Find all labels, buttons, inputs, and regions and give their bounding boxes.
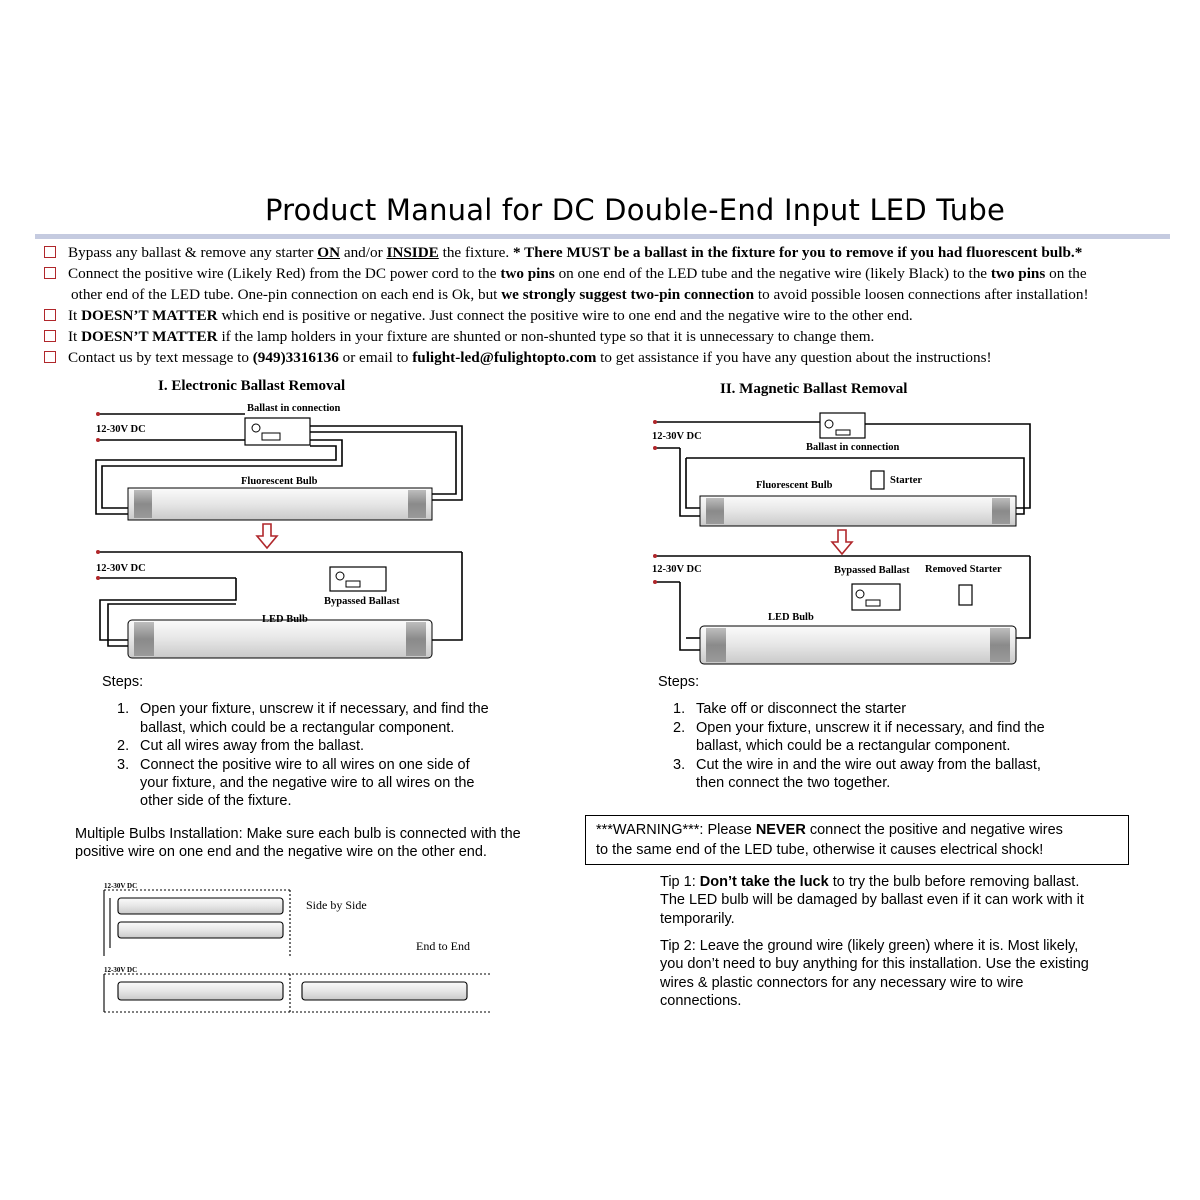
tip-1: Tip 1: Don’t take the luck to try the bulb before removing ballast. The LED bulb will be damaged by ballast even if it can work with it temporarily. bbox=[660, 874, 1084, 927]
step-item: 2. Open your fixture, unscrew it if necessary, and find the ballast, which could be a rectangular component. bbox=[673, 719, 1045, 755]
magnetic-before-diagram bbox=[655, 413, 1030, 554]
bullet-item-2-cont: other end of the LED tube. One-pin connection on each end is Ok, but we strongly suggest two-pin connection to avoid possible loosen connections after installation! bbox=[71, 286, 1089, 303]
step-item: 1. Take off or disconnect the starter bbox=[673, 701, 907, 718]
bulb-label: Fluorescent Bulb bbox=[756, 480, 833, 491]
bulb-label: Fluorescent Bulb bbox=[241, 476, 318, 487]
step-item: 3. Cut the wire in and the wire out away from the ballast, then connect the two together. bbox=[673, 756, 1041, 792]
removed-starter-label: Removed Starter bbox=[925, 564, 1002, 575]
end-to-end-label: End to End bbox=[416, 939, 470, 953]
steps-title: Steps: bbox=[658, 674, 700, 690]
dc-label: 12-30V DC bbox=[652, 431, 702, 442]
multiple-bulbs-note: Multiple Bulbs Installation: Make sure each bulb is connected with the positive wire on one end and the negative wire on the other end. bbox=[75, 826, 521, 861]
dc-label: 12-30V DC bbox=[96, 563, 146, 574]
dc-label: 12-30V DC bbox=[96, 424, 146, 435]
ballast-label: Ballast in connection bbox=[247, 403, 341, 414]
section-heading-electronic: I. Electronic Ballast Removal bbox=[158, 378, 346, 394]
ballast-label: Ballast in connection bbox=[806, 442, 900, 453]
electronic-steps bbox=[102, 673, 562, 811]
steps-title: Steps: bbox=[102, 674, 144, 690]
magnetic-steps bbox=[658, 673, 1118, 792]
step-item: 1. Open your fixture, unscrew it if necessary, and find the ballast, which could be a rectangular component. bbox=[117, 701, 489, 736]
dc-label: 12-30V DC bbox=[104, 966, 138, 974]
side-by-side-label: Side by Side bbox=[306, 898, 367, 912]
starter-label: Starter bbox=[890, 475, 923, 486]
electronic-after-diagram bbox=[98, 552, 462, 658]
bypassed-label: Bypassed Ballast bbox=[834, 565, 910, 576]
warning-box: ***WARNING***: Please NEVER connect the positive and negative wires to the same end of the LED tube, otherwise it causes electrical shock! bbox=[585, 815, 1129, 865]
bullet-item-4: It DOESN’T MATTER if the lamp holders in your fixture are shunted or non-shunted type so that it is unnecessary to change them. bbox=[44, 326, 1164, 347]
step-item: 2. Cut all wires away from the ballast. bbox=[117, 738, 365, 755]
bullet-item-1: Bypass any ballast & remove any starter ON and/or INSIDE the fixture. * There MUST be a ballast in the fixture for you to remove if you had fluorescent bulb.* bbox=[44, 242, 1164, 263]
step-item: 3. Connect the positive wire to all wires on one side of your fixture, and the negative wire to all wires on the other side of the fixture. bbox=[117, 756, 475, 810]
tip-2: Tip 2: Leave the ground wire (likely green) where it is. Most likely, you don’t need to buy anything for this installation. Use the existing wires & plastic connectors for any necessary wire to wire connections. bbox=[660, 938, 1089, 1010]
section-heading-magnetic: II. Magnetic Ballast Removal bbox=[720, 381, 908, 397]
bullet-item-3: It DOESN’T MATTER which end is positive or negative. Just connect the positive wire to one end and the negative wire to the other end. bbox=[44, 305, 1164, 326]
bullet-item-2: Connect the positive wire (Likely Red) from the DC power cord to the two pins on one end of the LED tube and the negative wire (likely Black) to the two pins on the bbox=[44, 263, 1164, 284]
led-label: LED Bulb bbox=[262, 614, 308, 625]
page-title: Product Manual for DC Double-End Input LED Tube bbox=[264, 193, 1006, 227]
led-label: LED Bulb bbox=[768, 612, 814, 623]
bullet-item-5: Contact us by text message to (949)3316136 or email to fulight-led@fulightopto.com to get assistance if you have any question about the instructions! bbox=[44, 347, 1164, 368]
dc-label: 12-30V DC bbox=[652, 564, 702, 575]
bypassed-label: Bypassed Ballast bbox=[324, 596, 400, 607]
dc-label: 12-30V DC bbox=[104, 882, 138, 890]
